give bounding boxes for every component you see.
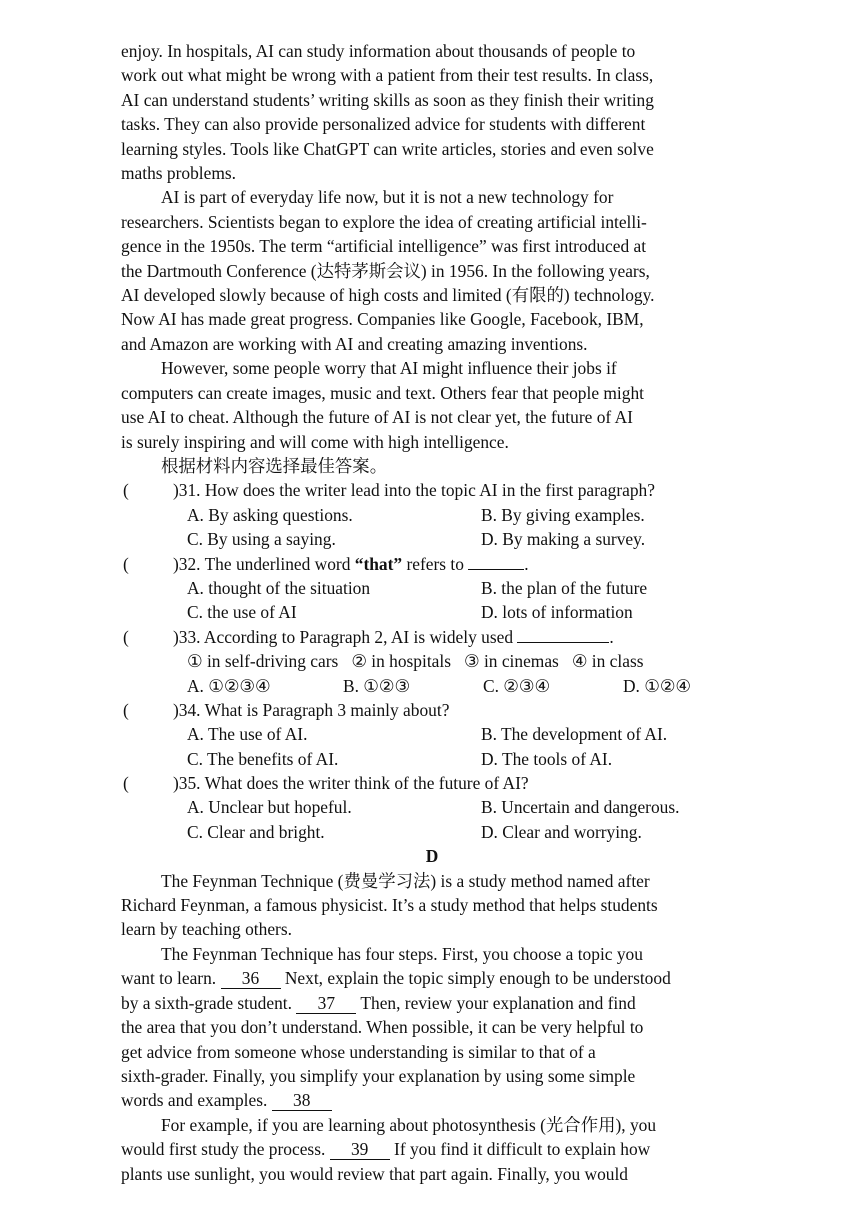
option-a: A. thought of the situation	[187, 577, 371, 598]
option-d: D. By making a survey.	[481, 529, 646, 550]
text-line: sixth-grader. Finally, you simplify your explanation by using some simple	[121, 1065, 636, 1086]
answer-paren[interactable]: (	[123, 699, 129, 720]
question-stem: )33. According to Paragraph 2, AI is widely used	[173, 626, 514, 647]
blank-37[interactable]: 37	[296, 993, 356, 1014]
section-d-paragraph-3	[121, 1113, 743, 1186]
option-row	[121, 527, 743, 551]
question-stem-tail: refers to	[402, 553, 464, 574]
numbered-choices: ① in self-driving cars ② in hospitals ③ in cinemas ④ in class	[187, 651, 644, 672]
text-line: For example, if you are learning about photosynthesis (光合作用), you	[161, 1114, 657, 1135]
text-span: Then, review your explanation and find	[360, 992, 636, 1013]
question-33	[121, 625, 743, 649]
text-line: The Feynman Technique has four steps. First, you choose a topic you	[161, 943, 643, 964]
option-b: B. the plan of the future	[481, 577, 648, 598]
question-31	[121, 478, 743, 502]
passage-paragraph-2	[121, 185, 743, 356]
text-line: However, some people worry that AI might influence their jobs if	[161, 358, 617, 379]
option-c: C. By using a saying.	[187, 529, 336, 550]
passage-paragraph-3	[121, 356, 743, 454]
answer-paren[interactable]: (	[123, 553, 129, 574]
answer-paren[interactable]: (	[123, 773, 129, 794]
option-b: B. ①②③	[343, 675, 411, 696]
text-span: Next, explain the topic simply enough to be understood	[284, 968, 671, 989]
section-d-paragraph-2	[121, 942, 743, 1113]
stem-period: .	[609, 626, 614, 647]
text-line: work out what might be wrong with a patient from their test results. In class,	[121, 65, 654, 86]
option-row	[121, 600, 743, 624]
question-stem: )31. How does the writer lead into the topic AI in the first paragraph?	[173, 480, 655, 501]
option-a: A. ①②③④	[187, 675, 271, 696]
option-d: D. Clear and worrying.	[481, 821, 642, 842]
option-row	[121, 795, 743, 819]
text-line: gence in the 1950s. The term “artificial intelligence” was first introduced at	[121, 236, 647, 257]
option-row	[121, 747, 743, 771]
option-c: C. the use of AI	[187, 602, 297, 623]
text-line: learn by teaching others.	[121, 919, 292, 940]
option-b: B. Uncertain and dangerous.	[481, 797, 680, 818]
question-stem: )32. The underlined word	[173, 553, 355, 574]
text-column	[121, 39, 743, 1186]
text-line	[121, 991, 743, 1015]
question-35	[121, 771, 743, 795]
option-row	[121, 576, 743, 600]
text-line: maths problems.	[121, 163, 236, 184]
text-span: If you find it difficult to explain how	[394, 1139, 651, 1160]
text-line: AI can understand students’ writing skills as soon as they finish their writing	[121, 89, 654, 110]
text-line: learning styles. Tools like ChatGPT can write articles, stories and even solve	[121, 138, 654, 159]
text-line: plants use sunlight, you would review that part again. Finally, you would	[121, 1163, 628, 1184]
question-stem: )35. What does the writer think of the future of AI?	[173, 773, 529, 794]
text-span: want to learn.	[121, 968, 217, 989]
stem-period: .	[524, 553, 529, 574]
question-32	[121, 552, 743, 576]
option-a: A. Unclear but hopeful.	[187, 797, 352, 818]
option-row	[121, 503, 743, 527]
option-d: D. The tools of AI.	[481, 748, 613, 769]
text-line: is surely inspiring and will come with high intelligence.	[121, 431, 509, 452]
text-line: use AI to cheat. Although the future of AI is not clear yet, the future of AI	[121, 407, 633, 428]
text-line: The Feynman Technique (费曼学习法) is a study method named after	[161, 870, 650, 891]
text-line: AI is part of everyday life now, but it is not a new technology for	[161, 187, 614, 208]
text-line: get advice from someone whose understanding is similar to that of a	[121, 1041, 596, 1062]
option-d: D. ①②④	[623, 675, 692, 696]
text-line: and Amazon are working with AI and creating amazing inventions.	[121, 333, 588, 354]
option-a: A. The use of AI.	[187, 724, 308, 745]
question-34	[121, 698, 743, 722]
section-heading: D	[425, 846, 439, 867]
option-row	[121, 722, 743, 746]
section-d-paragraph-1	[121, 869, 743, 942]
option-b: B. The development of AI.	[481, 724, 668, 745]
blank-38[interactable]: 38	[272, 1090, 332, 1111]
option-row	[121, 820, 743, 844]
option-c: C. ②③④	[483, 675, 551, 696]
question-stem: )34. What is Paragraph 3 mainly about?	[173, 699, 450, 720]
quoted-word: “that”	[354, 553, 403, 574]
text-span: words and examples.	[121, 1090, 268, 1111]
answer-blank-line[interactable]	[517, 626, 609, 643]
answer-paren[interactable]: (	[123, 626, 129, 647]
text-line: tasks. They can also provide personalized advice for students with different	[121, 114, 646, 135]
text-line: enjoy. In hospitals, AI can study information about thousands of people to	[121, 41, 636, 61]
option-d: D. lots of information	[481, 602, 633, 623]
text-line: AI developed slowly because of high costs and limited (有限的) technology.	[121, 285, 655, 306]
text-line: researchers. Scientists began to explore the idea of creating artificial intelli-	[121, 211, 647, 232]
blank-36[interactable]: 36	[221, 968, 281, 989]
option-b: B. By giving examples.	[481, 504, 645, 525]
option-a: A. By asking questions.	[187, 504, 353, 525]
passage-paragraph-1	[121, 39, 743, 185]
text-line: the area that you don’t understand. When possible, it can be very helpful to	[121, 1017, 644, 1038]
blank-39[interactable]: 39	[330, 1139, 390, 1160]
option-c: C. The benefits of AI.	[187, 748, 339, 769]
instruction: 根据材料内容选择最佳答案。	[161, 455, 388, 476]
text-line: Now AI has made great progress. Companies like Google, Facebook, IBM,	[121, 309, 644, 330]
text-line: the Dartmouth Conference (达特茅斯会议) in 1956. In the following years,	[121, 260, 650, 281]
answer-blank-line[interactable]	[468, 553, 524, 570]
answer-paren[interactable]: (	[123, 480, 129, 501]
option-row	[121, 674, 743, 698]
text-span: would first study the process.	[121, 1139, 326, 1160]
text-line: computers can create images, music and text. Others fear that people might	[121, 382, 644, 403]
text-line	[121, 966, 743, 990]
text-line	[121, 1088, 743, 1112]
text-line: Richard Feynman, a famous physicist. It’s a study method that helps students	[121, 895, 658, 916]
option-c: C. Clear and bright.	[187, 821, 325, 842]
text-line	[121, 1137, 743, 1161]
text-span: by a sixth-grade student.	[121, 992, 292, 1013]
